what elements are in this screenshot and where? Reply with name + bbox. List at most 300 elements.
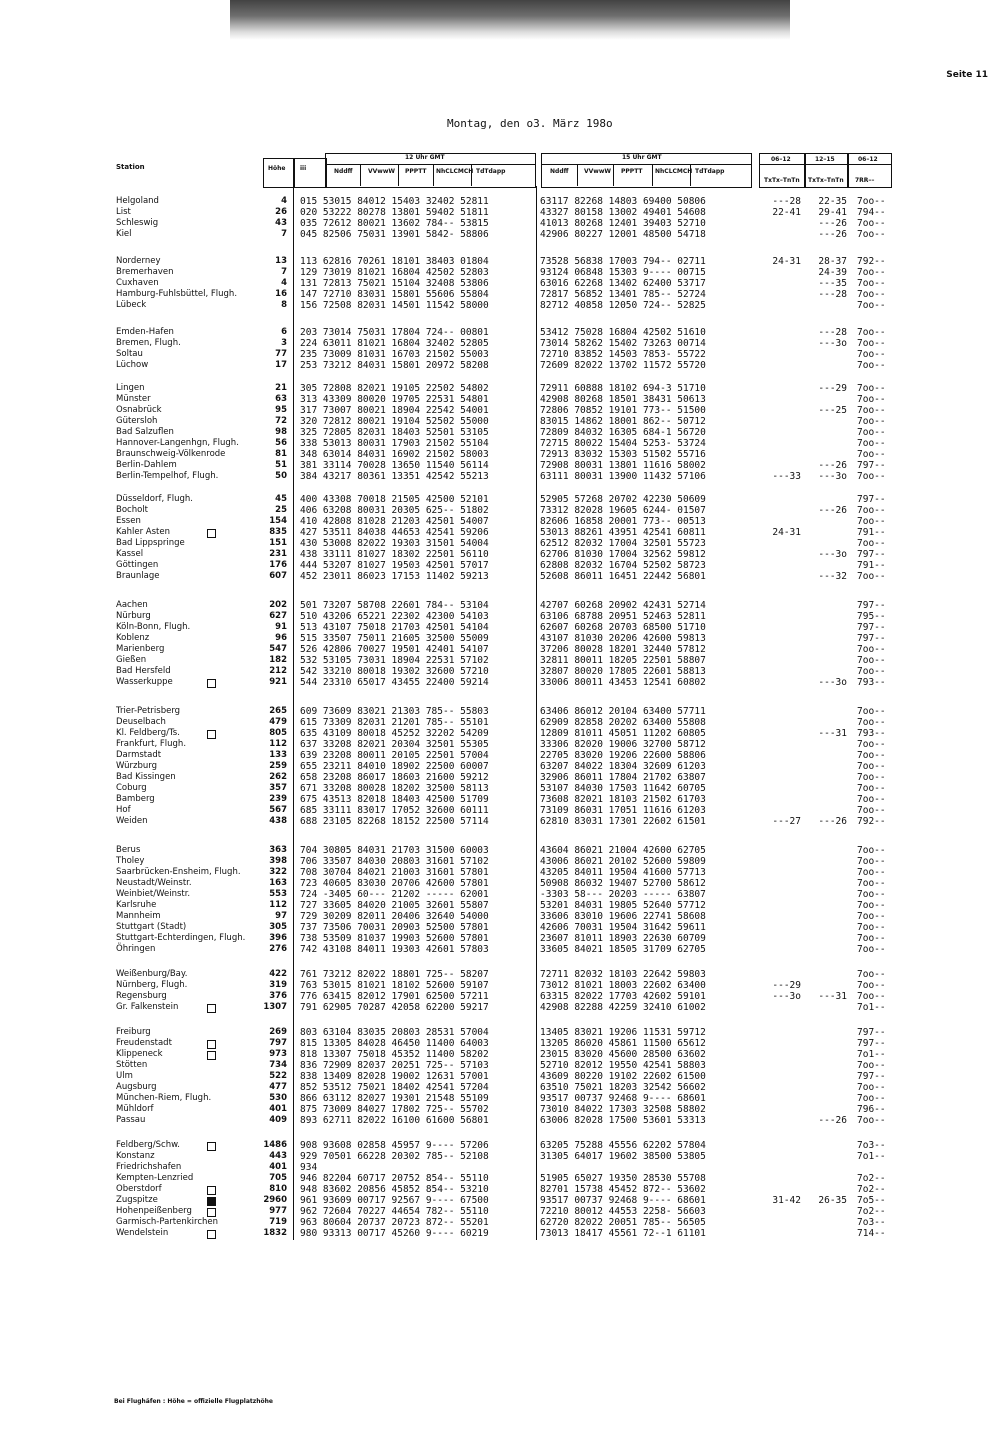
- table-row: [0, 267, 1000, 279]
- station-height: 835: [269, 527, 287, 537]
- station-height: 154: [269, 516, 287, 526]
- station-height: 305: [269, 922, 287, 932]
- station-height: 239: [269, 794, 287, 804]
- station-name: Bad Lippspringe: [116, 538, 185, 548]
- document-title: Montag, den o3. März 198o: [447, 117, 613, 130]
- table-row: [0, 969, 1000, 981]
- station-height: 1832: [263, 1228, 287, 1238]
- obs-12utc: 510 43206 65221 22302 42300 54103: [300, 611, 489, 622]
- obs-12utc: 635 43109 80018 45252 32202 54209: [300, 728, 489, 739]
- obs-15utc: 72711 82032 18103 22642 59803: [540, 969, 706, 980]
- station-height: 26: [275, 207, 287, 217]
- station-name: Kempten-Lenzried: [116, 1173, 194, 1183]
- station-name: Öhringen: [116, 944, 156, 954]
- station-height: 3: [281, 338, 287, 348]
- obs-15utc: 62808 82032 16704 52502 58723: [540, 560, 706, 571]
- table-row: [0, 772, 1000, 784]
- obs-12utc: 224 63011 81021 16804 32402 52805: [300, 338, 489, 349]
- station-name: Gütersloh: [116, 416, 158, 426]
- station-height: 705: [269, 1173, 287, 1183]
- range-06-12-b: 7oo--: [857, 278, 886, 289]
- col12-tdtd: TdTdapp: [476, 168, 506, 175]
- obs-15utc: 43205 84011 19504 41600 57713: [540, 867, 706, 878]
- table-row: [0, 1071, 1000, 1083]
- obs-12utc: 688 23105 82268 18152 22500 57114: [300, 816, 489, 827]
- table-row: [0, 816, 1000, 828]
- open-square-icon: [207, 1230, 216, 1239]
- obs-12utc: 317 73007 80021 18904 22542 54001: [300, 405, 489, 416]
- station-name: Klippeneck: [116, 1049, 163, 1059]
- table-row: [0, 794, 1000, 806]
- table-row: [0, 644, 1000, 656]
- station-height: 8: [281, 300, 287, 310]
- range-06-12-b: 7oo--: [857, 449, 886, 460]
- obs-15utc: 31305 64017 19602 38500 53805: [540, 1151, 706, 1162]
- range-12-15: ---35: [818, 278, 847, 289]
- table-row: [0, 1049, 1000, 1061]
- station-name: Lüchow: [116, 360, 149, 370]
- table-row: [0, 218, 1000, 230]
- range-06-12-b: 7oo--: [857, 655, 886, 666]
- obs-12utc: 655 23211 84010 18902 22500 60007: [300, 761, 489, 772]
- range-06-12-b: 794--: [857, 207, 886, 218]
- col15-clouds: NhCLCMCH: [655, 168, 693, 175]
- station-height: 973: [269, 1049, 287, 1059]
- obs-15utc: 33006 80011 43453 12541 60802: [540, 677, 706, 688]
- station-name: Bad Hersfeld: [116, 666, 171, 676]
- r2-header: 12–15: [815, 156, 835, 163]
- obs-15utc: 72710 83852 14503 7853- 55722: [540, 349, 706, 360]
- range-06-12-b: 7oo--: [857, 991, 886, 1002]
- obs-12utc: 637 33208 82021 20304 32501 55305: [300, 739, 489, 750]
- table-row: [0, 383, 1000, 395]
- obs-15utc: 32807 80020 17805 22601 58813: [540, 666, 706, 677]
- range-06-12-b: 7o2--: [857, 1173, 886, 1184]
- group15-header: 15 Uhr GMT: [622, 154, 662, 161]
- station-height: 45: [275, 494, 287, 504]
- obs-12utc: 045 82506 75031 13901 5842- 58806: [300, 229, 489, 240]
- station-height: 438: [269, 816, 287, 826]
- obs-15utc: 41013 80268 12401 39403 52710: [540, 218, 706, 229]
- obs-12utc: 381 33114 70028 13650 11540 56114: [300, 460, 489, 471]
- obs-12utc: 406 63208 80031 20305 625-- 51802: [300, 505, 489, 516]
- table-row: [0, 1140, 1000, 1152]
- station-name: Köln-Bonn, Flugh.: [116, 622, 191, 632]
- obs-12utc: 156 72508 82031 14501 11542 58000: [300, 300, 489, 311]
- table-row: [0, 750, 1000, 762]
- obs-12utc: 742 43108 84011 19303 42601 57803: [300, 944, 489, 955]
- divider: [613, 164, 614, 186]
- station-name: Darmstadt: [116, 750, 162, 760]
- obs-12utc: 444 53207 81027 19503 42501 57017: [300, 560, 489, 571]
- station-height: 212: [269, 666, 287, 676]
- table-row: [0, 449, 1000, 461]
- obs-15utc: 63510 75021 18203 32542 56602: [540, 1082, 706, 1093]
- range-06-12-b: 7oo--: [857, 889, 886, 900]
- table-row: [0, 706, 1000, 718]
- station-height: 63: [275, 394, 287, 404]
- station-height: 269: [269, 1027, 287, 1037]
- col15-nddff: Nddff: [550, 168, 569, 175]
- obs-15utc: 13405 83021 19206 11531 59712: [540, 1027, 706, 1038]
- obs-15utc: 63315 82022 17703 42602 59101: [540, 991, 706, 1002]
- station-name: Bad Salzuflen: [116, 427, 174, 437]
- range-06-12-b: 797--: [857, 1038, 886, 1049]
- station-name: Mannheim: [116, 911, 161, 921]
- station-name: Cuxhaven: [116, 278, 159, 288]
- station-height: 1307: [263, 1002, 287, 1012]
- table-row: [0, 289, 1000, 301]
- obs-15utc: 33306 82020 19006 32700 58712: [540, 739, 706, 750]
- station-height: 176: [269, 560, 287, 570]
- table-row: [0, 229, 1000, 241]
- range-12-15: ---31: [818, 728, 847, 739]
- obs-12utc: 803 63104 83035 20803 28531 57004: [300, 1027, 489, 1038]
- obs-12utc: 815 13305 84028 46450 11400 64003: [300, 1038, 489, 1049]
- station-name: Soltau: [116, 349, 143, 359]
- obs-12utc: 253 73212 84031 15801 20972 58208: [300, 360, 489, 371]
- table-row: [0, 349, 1000, 361]
- station-name: Lingen: [116, 383, 145, 393]
- station-name: Frankfurt, Flugh.: [116, 739, 187, 749]
- obs-15utc: 72715 80022 15404 5253- 53724: [540, 438, 706, 449]
- open-square-icon: [207, 1040, 216, 1049]
- scan-artifact: [230, 0, 790, 40]
- obs-12utc: 305 72808 82021 19105 22502 54802: [300, 383, 489, 394]
- station-height: 98: [275, 427, 287, 437]
- range-06-12-b: 7oo--: [857, 405, 886, 416]
- obs-12utc: 946 82204 60717 20752 854-- 55110: [300, 1173, 489, 1184]
- table-row: [0, 256, 1000, 268]
- col12-nddff: Nddff: [334, 168, 353, 175]
- table-row: [0, 1060, 1000, 1072]
- obs-15utc: 52710 82012 19550 42541 58803: [540, 1060, 706, 1071]
- range-06-12-b: 7oo--: [857, 505, 886, 516]
- range-06-12-b: 7oo--: [857, 229, 886, 240]
- range-12-15: ---26: [818, 505, 847, 516]
- obs-15utc: 37206 80028 18201 32440 57812: [540, 644, 706, 655]
- obs-15utc: 43107 81030 20206 42600 59813: [540, 633, 706, 644]
- obs-15utc: 50908 86032 19407 52700 58612: [540, 878, 706, 889]
- obs-15utc: 53412 75028 16804 42502 51610: [540, 327, 706, 338]
- station-name: Hamburg-Fuhlsbüttel, Flugh.: [116, 289, 238, 299]
- table-row: [0, 549, 1000, 561]
- table-row: [0, 655, 1000, 667]
- table-row: [0, 900, 1000, 912]
- station-height: 276: [269, 944, 287, 954]
- station-height: 16: [275, 289, 287, 299]
- obs-15utc: 93517 00737 92468 9---- 68601: [540, 1093, 706, 1104]
- range-12-15: 24-39: [818, 267, 847, 278]
- range-06-12-b: 7oo--: [857, 845, 886, 856]
- obs-12utc: 147 72710 83031 15801 55606 55804: [300, 289, 489, 300]
- range-06-12: 24-31: [772, 527, 801, 538]
- obs-12utc: 542 33210 80018 19302 32600 57210: [300, 666, 489, 677]
- obs-15utc: 72908 80031 13801 11616 58002: [540, 460, 706, 471]
- station-name: Passau: [116, 1115, 146, 1125]
- station-height: 51: [275, 460, 287, 470]
- station-name: Stuttgart-Echterdingen, Flugh.: [116, 933, 246, 943]
- obs-12utc: 513 43107 75018 21703 42501 54104: [300, 622, 489, 633]
- obs-12utc: 723 40605 83030 20706 42600 57801: [300, 878, 489, 889]
- range-06-12-b: 7oo--: [857, 805, 886, 816]
- table-row: [0, 666, 1000, 678]
- station-name: Münster: [116, 394, 151, 404]
- table-row: [0, 717, 1000, 729]
- range-12-15: ---3o: [818, 338, 847, 349]
- obs-12utc: 609 73609 83021 21303 785-- 55803: [300, 706, 489, 717]
- station-height: 1486: [263, 1140, 287, 1150]
- divider: [577, 164, 578, 186]
- station-height: 409: [269, 1115, 287, 1125]
- range-06-12-b: 7oo--: [857, 706, 886, 717]
- station-height: 7: [281, 229, 287, 239]
- station-name: Norderney: [116, 256, 161, 266]
- range-06-12-b: 7oo--: [857, 944, 886, 955]
- obs-15utc: 73014 58262 15402 73263 00714: [540, 338, 706, 349]
- obs-15utc: 73010 84022 17303 32508 58802: [540, 1104, 706, 1115]
- station-height: 797: [269, 1038, 287, 1048]
- obs-12utc: 313 43309 80020 19705 22531 54801: [300, 394, 489, 405]
- station-height: 2960: [263, 1195, 287, 1205]
- table-row: [0, 527, 1000, 539]
- table-row: [0, 196, 1000, 208]
- range-06-12: 31-42: [772, 1195, 801, 1206]
- range-12-15: ---26: [818, 229, 847, 240]
- range-06-12-b: 7oo--: [857, 438, 886, 449]
- station-name: Ulm: [116, 1071, 133, 1081]
- obs-12utc: 430 53008 82022 19303 31501 54004: [300, 538, 489, 549]
- station-height: 322: [269, 867, 287, 877]
- obs-15utc: 33605 84021 18505 31709 62705: [540, 944, 706, 955]
- range-06-12-b: 7oo--: [857, 856, 886, 867]
- iii-header: iii: [300, 165, 307, 172]
- obs-12utc: 948 83602 20856 45852 854-- 53210: [300, 1184, 489, 1195]
- range-12-15: 26-35: [818, 1195, 847, 1206]
- range-06-12-b: 791--: [857, 527, 886, 538]
- range-06-12-b: 797--: [857, 1027, 886, 1038]
- station-name: Zugspitze: [116, 1195, 158, 1205]
- range-12-15: ---3o: [818, 549, 847, 560]
- obs-12utc: 438 33111 81027 18302 22501 56110: [300, 549, 489, 560]
- range-06-12-b: 793--: [857, 677, 886, 688]
- obs-15utc: 42908 82288 42259 32410 61002: [540, 1002, 706, 1013]
- station-name: Hohenpeißenberg: [116, 1206, 192, 1216]
- obs-12utc: 658 23208 86017 18603 21600 59212: [300, 772, 489, 783]
- obs-15utc: 22705 83020 19206 22600 58806: [540, 750, 706, 761]
- table-row: [0, 560, 1000, 572]
- range-06-12-b: 7oo--: [857, 471, 886, 482]
- obs-12utc: 035 72612 80021 13602 784-- 53815: [300, 218, 489, 229]
- table-row: [0, 783, 1000, 795]
- station-height: 567: [269, 805, 287, 815]
- table-row: [0, 622, 1000, 634]
- obs-12utc: 203 73014 75031 17804 724-- 00801: [300, 327, 489, 338]
- range-06-12-b: 792--: [857, 816, 886, 827]
- station-height: 4: [281, 278, 287, 288]
- station-name: Essen: [116, 516, 141, 526]
- station-name: Kiel: [116, 229, 132, 239]
- range-06-12-b: 7oo--: [857, 761, 886, 772]
- obs-15utc: 72913 83032 15303 51502 55716: [540, 449, 706, 460]
- station-height: 396: [269, 933, 287, 943]
- r1-divider: [759, 164, 805, 165]
- iii-header-box: [293, 158, 327, 188]
- obs-15utc: 62810 83031 17301 22602 61501: [540, 816, 706, 827]
- station-name: Mühldorf: [116, 1104, 154, 1114]
- range-12-15: 22-35: [818, 196, 847, 207]
- range-06-12-b: 7oo--: [857, 900, 886, 911]
- table-row: [0, 1162, 1000, 1174]
- r3-header: 06–12: [858, 156, 878, 163]
- station-height: 43: [275, 218, 287, 228]
- table-row: [0, 1002, 1000, 1014]
- obs-15utc: 32906 86011 17804 21702 63807: [540, 772, 706, 783]
- range-06-12-b: 7oo--: [857, 666, 886, 677]
- obs-12utc: 763 53015 81021 18102 52600 59107: [300, 980, 489, 991]
- station-height: 319: [269, 980, 287, 990]
- page-label: Seite 11: [946, 70, 988, 80]
- obs-15utc: 73012 81021 18003 22602 63400: [540, 980, 706, 991]
- obs-12utc: 325 72805 82031 18403 52501 53105: [300, 427, 489, 438]
- range-06-12-b: 7oo--: [857, 772, 886, 783]
- range-06-12-b: 7oo--: [857, 1082, 886, 1093]
- table-row: [0, 911, 1000, 923]
- obs-15utc: 73608 82021 18103 21502 61703: [540, 794, 706, 805]
- range-06-12: ---29: [772, 980, 801, 991]
- station-name: Berlin-Tempelhof, Flugh.: [116, 471, 219, 481]
- station-header: Station: [116, 163, 145, 171]
- station-height: 398: [269, 856, 287, 866]
- table-row: [0, 980, 1000, 992]
- table-row: [0, 805, 1000, 817]
- range-12-15: ---26: [818, 460, 847, 471]
- range-06-12-b: 7oo--: [857, 416, 886, 427]
- table-row: [0, 600, 1000, 612]
- obs-15utc: 63205 75288 45556 62202 57804: [540, 1140, 706, 1151]
- station-height: 72: [275, 416, 287, 426]
- obs-12utc: 980 93313 00717 45260 9---- 60219: [300, 1228, 489, 1239]
- station-height: 6: [281, 327, 287, 337]
- obs-12utc: 962 72604 70227 44654 782-- 55110: [300, 1206, 489, 1217]
- range-06-12-b: 792--: [857, 256, 886, 267]
- station-height: 231: [269, 549, 287, 559]
- station-height: 112: [269, 900, 287, 910]
- range-06-12-b: 795--: [857, 611, 886, 622]
- station-name: Karlsruhe: [116, 900, 157, 910]
- obs-12utc: 776 63415 82012 17901 62500 57211: [300, 991, 489, 1002]
- filled-square-icon: [207, 1197, 216, 1206]
- range-06-12: ---3o: [772, 991, 801, 1002]
- range-06-12-b: 714--: [857, 1228, 886, 1239]
- divider: [652, 164, 653, 186]
- table-row: [0, 460, 1000, 472]
- range-12-15: ---29: [818, 383, 847, 394]
- station-height: 553: [269, 889, 287, 899]
- table-row: [0, 677, 1000, 689]
- obs-12utc: 639 23208 80011 20105 22501 57004: [300, 750, 489, 761]
- station-name: Weißenburg/Bay.: [116, 969, 188, 979]
- range-12-15: ---26: [818, 816, 847, 827]
- station-height: 607: [269, 571, 287, 581]
- table-row: [0, 300, 1000, 312]
- station-name: Feldberg/Schw.: [116, 1140, 180, 1150]
- station-name: Osnabrück: [116, 405, 162, 415]
- obs-12utc: 791 62905 70287 42058 62200 59217: [300, 1002, 489, 1013]
- station-height: 50: [275, 471, 287, 481]
- table-row: [0, 505, 1000, 517]
- table-row: [0, 878, 1000, 890]
- station-name: Freudenstadt: [116, 1038, 172, 1048]
- station-height: 133: [269, 750, 287, 760]
- range-06-12-b: 7o2--: [857, 1206, 886, 1217]
- table-row: [0, 991, 1000, 1003]
- station-name: Wasserkuppe: [116, 677, 173, 687]
- obs-15utc: 33606 83010 19606 22741 58608: [540, 911, 706, 922]
- obs-12utc: 615 73309 82031 21201 785-- 55101: [300, 717, 489, 728]
- divider: [360, 164, 361, 186]
- hoehe-header: Höhe: [268, 165, 286, 172]
- obs-15utc: 63207 84022 18304 32609 61203: [540, 761, 706, 772]
- station-name: Oberstdorf: [116, 1184, 162, 1194]
- station-name: Braunschweig-Völkenrode: [116, 449, 226, 459]
- range-06-12-b: 7oo--: [857, 739, 886, 750]
- range-06-12-b: 7oo--: [857, 516, 886, 527]
- obs-15utc: 82712 40858 12050 724-- 52825: [540, 300, 706, 311]
- open-square-icon: [207, 1004, 216, 1013]
- range-06-12-b: 7oo--: [857, 267, 886, 278]
- range-06-12-b: 7oo--: [857, 750, 886, 761]
- obs-15utc: 23015 83020 45600 28500 63602: [540, 1049, 706, 1060]
- table-row: [0, 1173, 1000, 1185]
- hoehe-header-box: [263, 158, 295, 188]
- range-12-15: 29-41: [818, 207, 847, 218]
- obs-12utc: 384 43217 80361 13351 42542 55213: [300, 471, 489, 482]
- table-row: [0, 889, 1000, 901]
- table-row: [0, 1038, 1000, 1050]
- obs-12utc: 929 70501 66228 20302 785-- 52108: [300, 1151, 489, 1162]
- obs-15utc: 63106 68788 20951 52463 52811: [540, 611, 706, 622]
- station-height: 376: [269, 991, 287, 1001]
- obs-15utc: 72806 70852 19101 773-- 51500: [540, 405, 706, 416]
- table-row: [0, 1217, 1000, 1229]
- obs-12utc: 961 93609 00717 92567 9---- 67500: [300, 1195, 489, 1206]
- range-06-12-b: 7oo--: [857, 538, 886, 549]
- station-height: 56: [275, 438, 287, 448]
- range-06-12-b: 7oo--: [857, 300, 886, 311]
- r2-divider: [804, 164, 848, 165]
- table-row: [0, 1104, 1000, 1116]
- obs-12utc: 338 53013 80031 17903 21502 55104: [300, 438, 489, 449]
- station-name: Emden-Hafen: [116, 327, 174, 337]
- range-06-12-b: 7oo--: [857, 644, 886, 655]
- station-name: Weinbiet/Weinstr.: [116, 889, 191, 899]
- station-height: 401: [269, 1104, 287, 1114]
- range-06-12: ---33: [772, 471, 801, 482]
- table-row: [0, 571, 1000, 583]
- station-height: 4: [281, 196, 287, 206]
- station-name: Regensburg: [116, 991, 167, 1001]
- table-row: [0, 944, 1000, 956]
- obs-12utc: 675 43513 82018 18403 42500 51709: [300, 794, 489, 805]
- obs-15utc: 43604 86021 21004 42600 62705: [540, 845, 706, 856]
- range-06-12-b: 7oo--: [857, 1093, 886, 1104]
- obs-15utc: 12809 81011 45051 11202 60805: [540, 728, 706, 739]
- station-height: 479: [269, 717, 287, 727]
- range-12-15: ---25: [818, 405, 847, 416]
- station-name: Gr. Falkenstein: [116, 1002, 179, 1012]
- obs-15utc: 63406 86012 20104 63400 57711: [540, 706, 706, 717]
